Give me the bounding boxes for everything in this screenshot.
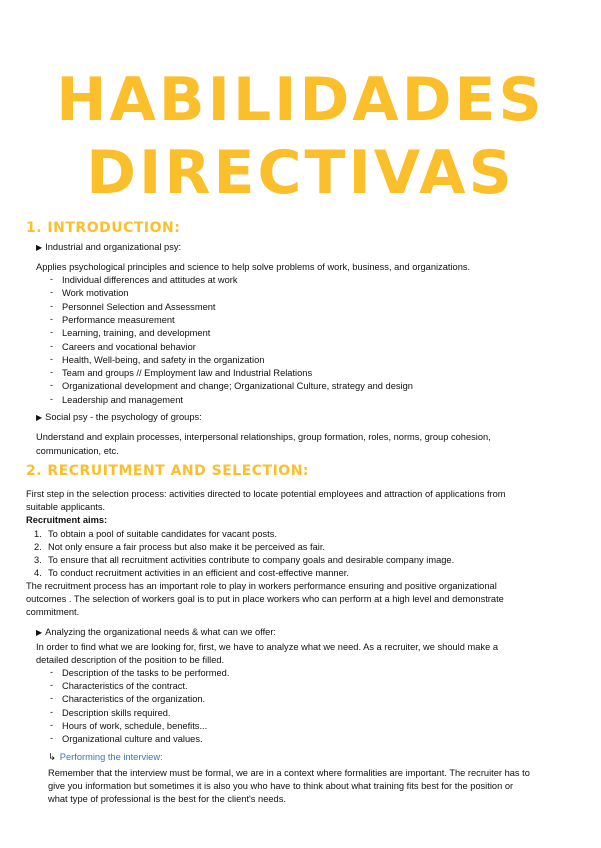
- aim-number: 4.: [34, 568, 42, 578]
- section-heading-introduction: 1. INTRODUCTION:: [26, 220, 181, 236]
- dash-bullet: -: [50, 693, 54, 704]
- list-item: Careers and vocational behavior: [62, 341, 196, 352]
- aim-item: To obtain a pool of suitable candidates for vacant posts.: [48, 529, 277, 539]
- subheading-analyzing: ▶ Analyzing the organizational needs & what can we offer:: [36, 627, 277, 637]
- dash-bullet: -: [50, 274, 54, 284]
- aim-number: 1.: [34, 529, 42, 539]
- interview-text-1: Remember that the interview must be formal, we are in a context where formalities are important. The recruiter has to: [48, 768, 530, 778]
- list-item: Characteristics of the contract.: [62, 681, 188, 692]
- process-text-2: outcomes . The selection of workers goal is to put in place workers who can perform at a high level and demonstrate: [26, 594, 504, 604]
- list-item: Characteristics of the organization.: [62, 694, 206, 705]
- list-item: Personnel Selection and Assessment: [62, 301, 216, 312]
- dash-bullet: -: [50, 327, 54, 338]
- triangle-bullet-icon: ▶: [36, 413, 43, 422]
- dash-bullet: -: [50, 706, 54, 717]
- list-item: Organizational culture and values.: [62, 734, 203, 744]
- list-item: Organizational development and change; Organizational Culture, strategy and design: [62, 381, 413, 392]
- analyzing-text-1: In order to find what we are looking for, first, we have to analyze what we need. As a recruiter, we should make a: [36, 642, 498, 652]
- dash-bullet: -: [50, 719, 54, 730]
- triangle-bullet-icon: ▶: [36, 243, 43, 252]
- subheading-interview: ↳ Performing the interview:: [48, 752, 163, 762]
- dash-bullet: -: [50, 313, 54, 324]
- dash-bullet: -: [50, 393, 54, 404]
- dash-bullet: -: [50, 353, 54, 364]
- list-item: Work motivation: [62, 288, 129, 299]
- social-psy-text-2: communication, etc.: [36, 446, 119, 456]
- first-step-text-1: First step in the selection process: activities directed to locate potential employees and attraction of applications from: [26, 489, 506, 499]
- first-step-text-2: suitable applicants.: [26, 502, 106, 512]
- social-psy-text-1: Understand and explain processes, interpersonal relationships, group formation, roles, norms, group cohesion,: [36, 432, 491, 442]
- dash-bullet: -: [50, 300, 54, 311]
- recruitment-aims-label: Recruitment aims:: [26, 515, 108, 525]
- list-item: Team and groups // Employment law and Industrial Relations: [62, 368, 313, 379]
- list-item: Hours of work, schedule, benefits...: [62, 720, 208, 731]
- dash-bullet: -: [50, 367, 54, 378]
- list-item: Description skills required.: [62, 707, 171, 718]
- subheading-io-psy: ▶ Industrial and organizational psy:: [36, 242, 182, 252]
- list-item: Description of the tasks to be performed.: [62, 668, 230, 678]
- subheading-social-psy: ▶ Social psy - the psychology of groups:: [36, 412, 202, 422]
- aim-number: 3.: [34, 555, 42, 565]
- list-item: Performance measurement: [62, 314, 175, 325]
- dash-bullet: -: [50, 667, 54, 677]
- analyzing-text-2: detailed description of the position to be filled.: [36, 655, 225, 665]
- return-arrow-icon: ↳: [48, 752, 56, 762]
- list-item: Learning, training, and development: [62, 328, 211, 339]
- dash-bullet: -: [50, 380, 54, 391]
- process-text-1: The recruitment process has an important role to play in workers performance ensuring and positive organizational: [26, 581, 497, 591]
- dash-bullet: -: [50, 680, 54, 691]
- aim-item: To ensure that all recruitment activities contribute to company goals and desirable company image.: [48, 555, 455, 565]
- page-title-line1: HABILIDADES: [56, 65, 545, 135]
- triangle-bullet-icon: ▶: [36, 628, 43, 637]
- aim-item: Not only ensure a fair process but also make it be perceived as fair.: [48, 542, 325, 552]
- interview-text-3: what type of professional is the best for the client's needs.: [48, 794, 286, 804]
- dash-bullet: -: [50, 340, 54, 351]
- dash-bullet: -: [50, 733, 54, 743]
- aim-item: To conduct recruitment activities in an efficient and cost-effective manner.: [48, 568, 349, 578]
- io-psy-intro: Applies psychological principles and science to help solve problems of work, business, and organizations.: [36, 262, 471, 272]
- page-title-line2: DIRECTIVAS: [86, 138, 515, 208]
- dash-bullet: -: [50, 287, 54, 298]
- section-heading-recruitment: 2. RECRUITMENT AND SELECTION:: [26, 463, 310, 479]
- interview-text-2: give you information but sometimes it is also you who have to think about what training fits best for the position or: [48, 781, 514, 791]
- process-text-3: commitment.: [26, 607, 80, 617]
- list-item: Individual differences and attitudes at work: [62, 275, 238, 285]
- list-item: Health, Well-being, and safety in the organization: [62, 354, 265, 365]
- aim-number: 2.: [34, 542, 42, 552]
- list-item: Leadership and management: [62, 394, 183, 405]
